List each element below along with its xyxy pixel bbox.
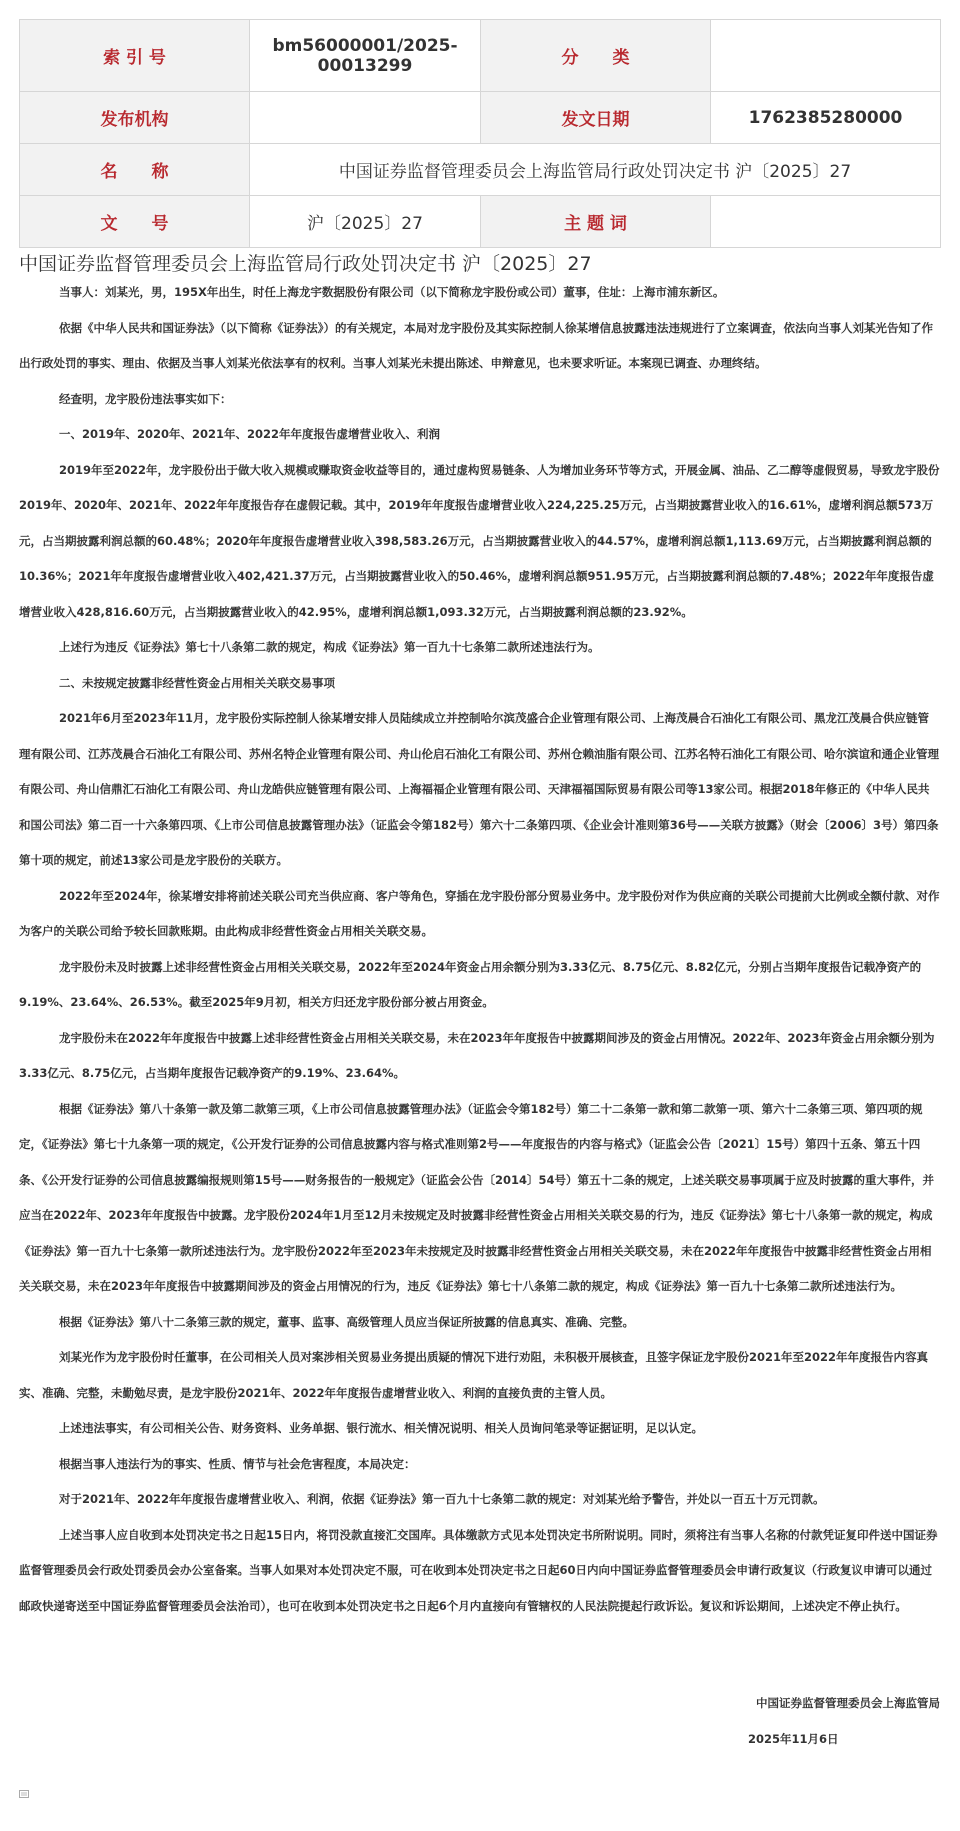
metadata-row: [20, 20, 941, 92]
subject-label: 主 题 词: [481, 196, 711, 248]
name-value-text: 中国证券监督管理委员会上海监管局行政处罚决定书 沪〔2025〕27: [338, 162, 852, 182]
docno-label: 文 号: [20, 196, 250, 248]
document-paragraph: 刘某光作为龙宇股份时任董事，在公司相关人员对案涉相关贸易业务提出质疑的情况下进行劝阻，未积极开展核查，且签字保证龙宇股份2021年至2022年年度报告内容真实、准确、完整，未勤勉尽责，是龙宇股份2021年、2022年年度报告虚增营业收入、利润的直接负责的主管人员。: [19, 1350, 929, 1400]
signature-org: 中国证券监督管理委员会上海监管局: [756, 1696, 940, 1710]
index-value: bm56000001/2025-00013299: [250, 20, 481, 92]
document-paragraph: 龙宇股份未在2022年年度报告中披露上述非经营性资金占用相关关联交易，未在2023年年度报告中披露期间涉及的资金占用情况。2022年、2023年资金占用余额分别为3.33亿元、8.75亿元，占当期年度报告记载净资产的9.19%、23.64%。: [19, 1030, 935, 1080]
category-label: 分 类: [481, 20, 711, 92]
name-label: 名 称: [20, 144, 250, 196]
document-paragraph: 上述当事人应自收到本处罚决定书之日起15日内，将罚没款直接汇交国库。具体缴款方式见本处罚决定书所附说明。同时，须将注有当事人名称的付款凭证复印件送中国证券监督管理委员会行政处罚委员会办公室备案。当事人如果对本处罚决定不服，可在收到本处罚决定书之日起60日内向中国证券监督管理委员会申请行政复议（行政复议申请可以通过邮政快递寄送至中国证券监督管理委员会法治司），也可在收到本处罚决定书之日起6个月内直接向有管辖权的人民法院提起行政诉讼。复议和诉讼期间，上述决定不停止执行。: [19, 1527, 938, 1613]
document-paragraph: 2022年至2024年，徐某增安排将前述关联公司充当供应商、客户等角色，穿插在龙宇股份部分贸易业务中。龙宇股份对作为供应商的关联公司提前大比例或全额付款、对作为客户的关联公司给予较长回款账期。由此构成非经营性资金占用相关关联交易。: [19, 888, 940, 938]
name-value: [250, 144, 941, 196]
signature-date: 2025年11月6日: [748, 1732, 839, 1746]
docno-value: 沪〔2025〕27: [250, 196, 481, 248]
index-label: 索 引 号: [20, 20, 250, 92]
document-paragraph: 2021年6月至2023年11月，龙宇股份实际控制人徐某增安排人员陆续成立并控制哈尔滨茂盛合企业管理有限公司、上海茂晨合石油化工有限公司、黑龙江茂晨合供应链管理有限公司、江苏茂晨合石油化工有限公司、苏州名特企业管理有限公司、舟山伦启石油化工有限公司、苏州仓赖油脂有限公司、江苏名特石油化工有限公司、哈尔滨谊和通企业管理有限公司、舟山信鼎汇石油化工有限公司、舟山龙皓供应链管理有限公司、上海福福企业管理有限公司、天津福福国际贸易有限公司等13家公司。根据2018年修正的《中华人民共和国公司法》第二百一十六条第四项、《上市公司信息披露管理办法》（证监会令第182号）第六十二条第四项、《企业会计准则第36号——关联方披露》（财会〔2006〕3号）第四条第十项的规定，前述13家公司是龙宇股份的关联方。: [19, 711, 939, 867]
document-paragraph: 二、未按规定披露非经营性资金占用相关关联交易事项: [59, 675, 335, 690]
category-value: [711, 20, 941, 92]
document-title: 中国证券监督管理委员会上海监管局行政处罚决定书 沪〔2025〕27: [19, 253, 592, 275]
document-paragraph: 龙宇股份未及时披露上述非经营性资金占用相关关联交易，2022年至2024年资金占用余额分别为3.33亿元、8.75亿元、8.82亿元，分别占当期年度报告记载净资产的9.19%、23.64%、26.53%。截至2025年9月初，相关方归还龙宇股份部分被占用资金。: [19, 959, 922, 1009]
metadata-table: [19, 19, 941, 248]
document-paragraph: 对于2021年、2022年年度报告虚增营业收入、利润，依据《证券法》第一百九十七条第二款的规定：对刘某光给予警告，并处以一百五十万元罚款。: [59, 1492, 825, 1506]
document-paragraph: 根据当事人违法行为的事实、性质、情节与社会危害程度，本局决定：: [59, 1456, 416, 1471]
document-paragraph: 2019年至2022年，龙宇股份出于做大收入规模或赚取资金收益等目的，通过虚构贸易链条、人为增加业务环节等方式，开展金属、油品、乙二醇等虚假贸易，导致龙宇股份2019年、2020年、2021年、2022年年度报告存在虚假记载。其中，2019年年度报告虚增营业收入224,225.25万元，占当期披露营业收入的16.61%，虚增利润总额573万元，占当期披露利润总额的60.48%；2020年年度报告虚增营业收入398,583.26万元，占当期披露营业收入的44.57%，虚增利润总额1,113.69万元，占当期披露利润总额的10.36%；2021年年度报告虚增营业收入402,421.37万元，占当期披露营业收入的50.46%，虚增利润总额951.95万元，占当期披露利润总额的7.48%；2022年年度报告虚增营业收入428,816.60万元，占当期披露营业收入的42.95%，虚增利润总额1,093.32万元，占当期披露利润总额的23.92%。: [19, 462, 940, 619]
metadata-row: [20, 196, 941, 248]
document-paragraph: 根据《证券法》第八十二条第三款的规定，董事、监事、高级管理人员应当保证所披露的信息真实、准确、完整。: [59, 1314, 634, 1329]
metadata-row: [20, 92, 941, 144]
document-body: [19, 275, 940, 1624]
document-paragraph: 上述行为违反《证券法》第七十八条第二款的规定，构成《证券法》第一百九十七条第二款所述违法行为。: [59, 640, 600, 654]
metadata-row: [20, 144, 941, 196]
document-paragraph: 经查明，龙宇股份违法事实如下：: [59, 391, 232, 406]
subject-value: [711, 196, 941, 248]
document-icon: [19, 1790, 29, 1801]
publisher-label: 发布机构: [20, 92, 250, 144]
publisher-value: [250, 92, 481, 144]
date-value: 1762385280000: [711, 92, 941, 144]
document-paragraph: 依据《中华人民共和国证券法》（以下简称《证券法》）的有关规定，本局对龙宇股份及其实际控制人徐某增信息披露违法违规进行了立案调查，依法向当事人刘某光告知了作出行政处罚的事实、理由、依据及当事人刘某光依法享有的权利。当事人刘某光未提出陈述、申辩意见，也未要求听证。本案现已调查、办理终结。: [19, 320, 933, 370]
document-paragraph: 一、2019年、2020年、2021年、2022年年度报告虚增营业收入、利润: [59, 427, 441, 441]
document-paragraph: 根据《证券法》第八十条第一款及第二款第三项，《上市公司信息披露管理办法》（证监会令第182号）第二十二条第一款和第二款第一项、第六十二条第三项、第四项的规定，《证券法》第七十九条第一项的规定，《公开发行证券的公司信息披露内容与格式准则第2号——年度报告的内容与格式》（证监会公告〔2021〕15号）第四十五条、第五十四条、《公开发行证券的公司信息披露编报规则第15号——财务报告的一般规定》（证监会公告〔2014〕54号）第五十二条的规定，上述关联交易事项属于应及时披露的重大事件，并应当在2022年、2023年年度报告中披露。龙宇股份2024年1月至12月未按规定及时披露非经营性资金占用相关关联交易的行为，违反《证券法》第七十八条第一款的规定，构成《证券法》第一百九十七条第一款所述违法行为。龙宇股份2022年至2023年未按规定及时披露非经营性资金占用相关关联交易，未在2022年年度报告中披露非经营性资金占用相关关联交易，未在2023年年度报告中披露期间涉及的资金占用情况的行为，违反《证券法》第七十八条第二款的规定，构成《证券法》第一百九十七条第二款所述违法行为。: [19, 1101, 935, 1293]
document-paragraph: 当事人：刘某光，男，195X年出生，时任上海龙宇数据股份有限公司（以下简称龙宇股份或公司）董事，住址：上海市浦东新区。: [59, 285, 725, 299]
document-paragraph: 上述违法事实，有公司相关公告、财务资料、业务单据、银行流水、相关情况说明、相关人员询问笔录等证据证明，足以认定。: [59, 1421, 703, 1435]
date-label: 发文日期: [481, 92, 711, 144]
